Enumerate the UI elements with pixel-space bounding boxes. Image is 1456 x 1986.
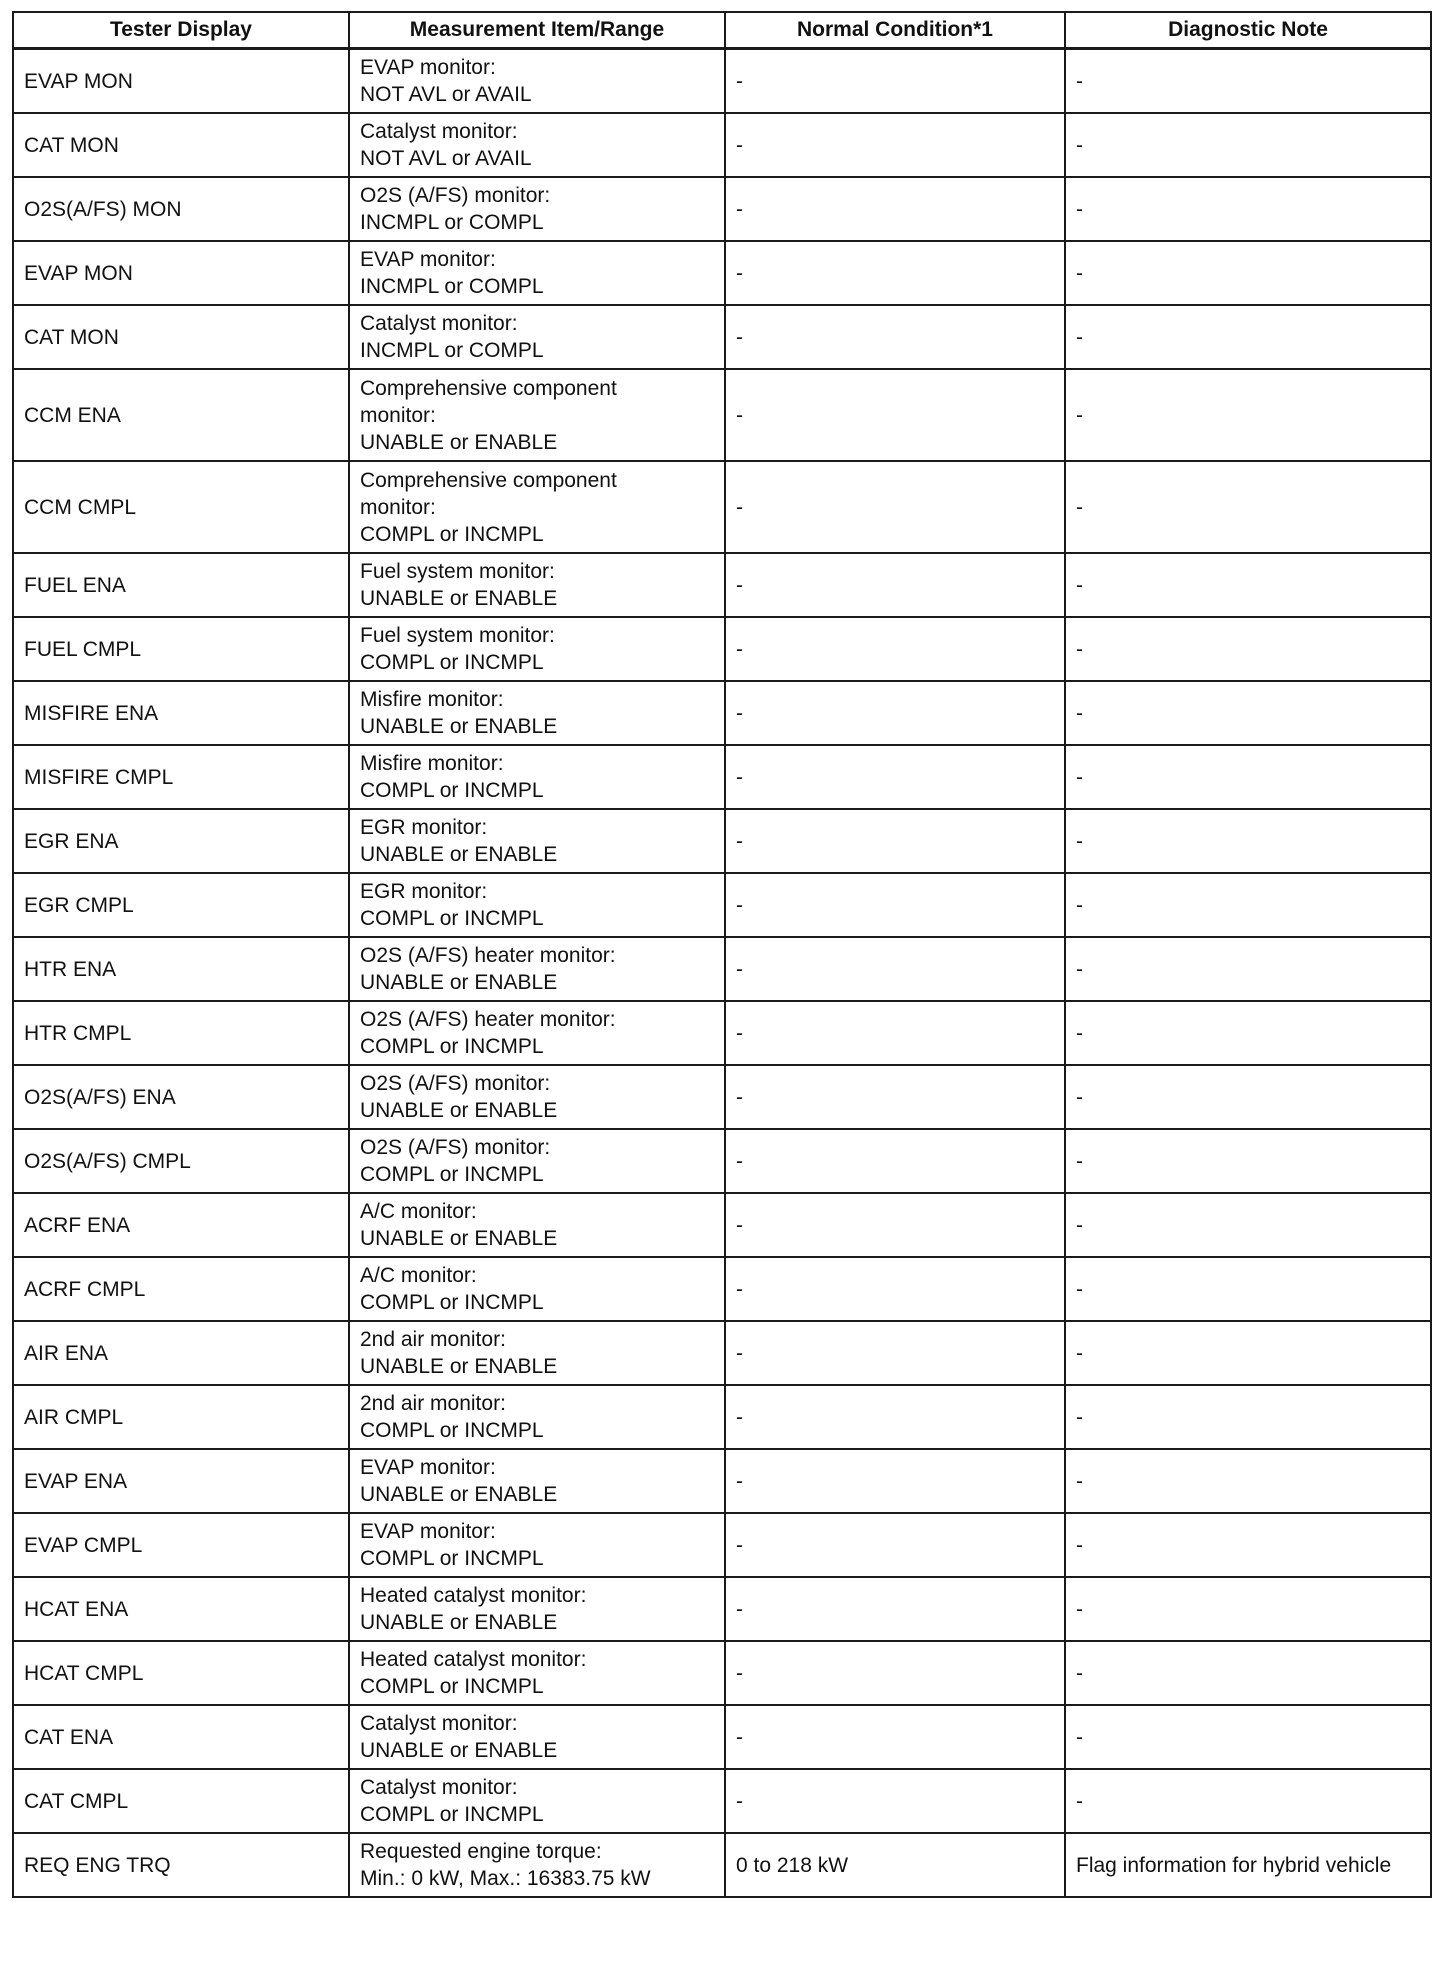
normal-condition-cell: -: [725, 369, 1065, 461]
diagnostic-note-cell: -: [1065, 1449, 1431, 1513]
measurement-range-cell: [349, 1321, 725, 1385]
header-row: [13, 12, 1431, 49]
measurement-range-cell: [349, 873, 725, 937]
tester-display-cell: ACRF ENA: [13, 1193, 349, 1257]
measurement-range-line: COMPL or INCMPL: [360, 1419, 544, 1442]
table-row: [13, 1449, 1431, 1513]
measurement-range-line: COMPL or INCMPL: [360, 1035, 544, 1058]
diagnostic-note-cell: -: [1065, 1257, 1431, 1321]
measurement-range-line: O2S (A/FS) heater monitor:: [360, 944, 616, 967]
measurement-range-line: EGR monitor:: [360, 816, 488, 839]
table-row: [13, 873, 1431, 937]
measurement-range-line: UNABLE or ENABLE: [360, 843, 558, 866]
table-row: [13, 1769, 1431, 1833]
measurement-range-line: COMPL or INCMPL: [360, 779, 544, 802]
measurement-range-cell: [349, 809, 725, 873]
diagnostic-note-cell: -: [1065, 49, 1431, 114]
normal-condition-cell: -: [725, 461, 1065, 553]
diagnostic-note-cell: -: [1065, 1001, 1431, 1065]
tester-display-cell: EVAP ENA: [13, 1449, 349, 1513]
table-row: [13, 1257, 1431, 1321]
tester-display-cell: HCAT ENA: [13, 1577, 349, 1641]
normal-condition-cell: 0 to 218 kW: [725, 1833, 1065, 1897]
measurement-range-line: Misfire monitor:: [360, 752, 504, 775]
measurement-range-cell: [349, 1065, 725, 1129]
measurement-range-line: Catalyst monitor:: [360, 312, 518, 335]
measurement-range-line: UNABLE or ENABLE: [360, 1099, 558, 1122]
table-row: [13, 681, 1431, 745]
diagnostic-note-cell: -: [1065, 809, 1431, 873]
measurement-range-line: monitor:: [360, 495, 436, 519]
measurement-range-line: UNABLE or ENABLE: [360, 1227, 558, 1250]
measurement-range-cell: [349, 937, 725, 1001]
normal-condition-cell: -: [725, 1385, 1065, 1449]
normal-condition-cell: -: [725, 241, 1065, 305]
diagnostic-note-cell: -: [1065, 1193, 1431, 1257]
table-row: [13, 461, 1431, 553]
table-row: [13, 937, 1431, 1001]
measurement-range-line: O2S (A/FS) monitor:: [360, 184, 551, 207]
tester-display-cell: O2S(A/FS) MON: [13, 177, 349, 241]
measurement-range-line: UNABLE or ENABLE: [360, 1483, 558, 1506]
normal-condition-cell: -: [725, 177, 1065, 241]
tester-display-cell: ACRF CMPL: [13, 1257, 349, 1321]
tester-display-cell: FUEL ENA: [13, 553, 349, 617]
measurement-range-line: O2S (A/FS) monitor:: [360, 1136, 551, 1159]
measurement-range-cell: [349, 49, 725, 114]
tester-display-cell: CAT MON: [13, 113, 349, 177]
measurement-range-line: UNABLE or ENABLE: [360, 1611, 558, 1634]
table-row: [13, 1321, 1431, 1385]
normal-condition-cell: -: [725, 1001, 1065, 1065]
table-row: [13, 305, 1431, 369]
diagnostic-note-cell: -: [1065, 1641, 1431, 1705]
measurement-range-cell: [349, 745, 725, 809]
table-row: [13, 1833, 1431, 1897]
measurement-range-line: NOT AVL or AVAIL: [360, 83, 532, 106]
measurement-range-line: Requested engine torque:: [360, 1840, 602, 1863]
normal-condition-cell: -: [725, 617, 1065, 681]
measurement-range-cell: [349, 241, 725, 305]
measurement-range-line: Misfire monitor:: [360, 688, 504, 711]
measurement-range-line: INCMPL or COMPL: [360, 275, 544, 298]
measurement-range-cell: [349, 305, 725, 369]
measurement-range-line: COMPL or INCMPL: [360, 1291, 544, 1314]
diagnostic-note-cell: -: [1065, 1065, 1431, 1129]
measurement-range-cell: [349, 113, 725, 177]
measurement-range-line: UNABLE or ENABLE: [360, 715, 558, 738]
measurement-range-cell: [349, 1769, 725, 1833]
normal-condition-cell: -: [725, 1129, 1065, 1193]
measurement-range-cell: [349, 617, 725, 681]
measurement-range-line: monitor:: [360, 403, 436, 427]
measurement-range-line: COMPL or INCMPL: [360, 907, 544, 930]
measurement-range-cell: [349, 369, 725, 461]
tester-display-cell: AIR ENA: [13, 1321, 349, 1385]
table-row: [13, 1129, 1431, 1193]
table-body: [13, 49, 1431, 1898]
measurement-range-line: EVAP monitor:: [360, 248, 496, 271]
tester-display-cell: CAT CMPL: [13, 1769, 349, 1833]
measurement-range-line: Min.: 0 kW, Max.: 16383.75 kW: [360, 1867, 651, 1890]
table-row: [13, 1513, 1431, 1577]
tester-display-cell: CAT ENA: [13, 1705, 349, 1769]
normal-condition-cell: -: [725, 1577, 1065, 1641]
table-row: [13, 1385, 1431, 1449]
diagnostic-note-cell: -: [1065, 1129, 1431, 1193]
tester-display-cell: HTR CMPL: [13, 1001, 349, 1065]
measurement-range-line: EGR monitor:: [360, 880, 488, 903]
measurement-range-line: COMPL or INCMPL: [360, 1163, 544, 1186]
header-normal-condition: Normal Condition*1: [725, 12, 1065, 49]
measurement-range-line: UNABLE or ENABLE: [360, 1355, 558, 1378]
tester-display-cell: AIR CMPL: [13, 1385, 349, 1449]
header-diagnostic-note: Diagnostic Note: [1065, 12, 1431, 49]
data-list-table: [12, 11, 1432, 1898]
header-measurement-item-range: Measurement Item/Range: [349, 12, 725, 49]
measurement-range-cell: [349, 1833, 725, 1897]
tester-display-cell: MISFIRE CMPL: [13, 745, 349, 809]
normal-condition-cell: -: [725, 745, 1065, 809]
diagnostic-note-cell: -: [1065, 177, 1431, 241]
normal-condition-cell: -: [725, 1513, 1065, 1577]
normal-condition-cell: -: [725, 1193, 1065, 1257]
measurement-range-line: INCMPL or COMPL: [360, 211, 544, 234]
measurement-range-cell: [349, 553, 725, 617]
diagnostic-note-cell: -: [1065, 617, 1431, 681]
measurement-range-line: Fuel system monitor:: [360, 624, 555, 647]
diagnostic-note-cell: -: [1065, 241, 1431, 305]
measurement-range-line: Comprehensive component: [360, 468, 617, 492]
measurement-range-line: COMPL or INCMPL: [360, 1675, 544, 1698]
measurement-range-cell: [349, 1001, 725, 1065]
diagnostic-note-cell: -: [1065, 113, 1431, 177]
normal-condition-cell: -: [725, 113, 1065, 177]
measurement-range-line: COMPL or INCMPL: [360, 522, 544, 546]
measurement-range-line: Catalyst monitor:: [360, 120, 518, 143]
measurement-range-line: 2nd air monitor:: [360, 1328, 506, 1351]
measurement-range-cell: [349, 461, 725, 553]
table-row: [13, 369, 1431, 461]
normal-condition-cell: -: [725, 49, 1065, 114]
table-row: [13, 745, 1431, 809]
table-row: [13, 1193, 1431, 1257]
tester-display-cell: EGR CMPL: [13, 873, 349, 937]
normal-condition-cell: -: [725, 305, 1065, 369]
measurement-range-line: EVAP monitor:: [360, 1456, 496, 1479]
measurement-range-cell: [349, 1129, 725, 1193]
diagnostic-note-cell: -: [1065, 937, 1431, 1001]
measurement-range-line: A/C monitor:: [360, 1200, 477, 1223]
measurement-range-line: O2S (A/FS) monitor:: [360, 1072, 551, 1095]
measurement-range-line: UNABLE or ENABLE: [360, 971, 558, 994]
normal-condition-cell: -: [725, 1065, 1065, 1129]
tester-display-cell: REQ ENG TRQ: [13, 1833, 349, 1897]
measurement-range-cell: [349, 177, 725, 241]
measurement-range-line: Heated catalyst monitor:: [360, 1648, 587, 1671]
measurement-range-cell: [349, 1257, 725, 1321]
measurement-range-cell: [349, 1385, 725, 1449]
measurement-range-line: O2S (A/FS) heater monitor:: [360, 1008, 616, 1031]
measurement-range-line: EVAP monitor:: [360, 1520, 496, 1543]
diagnostic-note-cell: -: [1065, 1321, 1431, 1385]
normal-condition-cell: -: [725, 1321, 1065, 1385]
diagnostic-note-cell: Flag information for hybrid vehicle: [1065, 1833, 1431, 1897]
tester-display-cell: FUEL CMPL: [13, 617, 349, 681]
tester-display-cell: EVAP MON: [13, 49, 349, 114]
measurement-range-cell: [349, 1513, 725, 1577]
measurement-range-line: Catalyst monitor:: [360, 1712, 518, 1735]
diagnostic-note-cell: -: [1065, 1577, 1431, 1641]
measurement-range-cell: [349, 1577, 725, 1641]
tester-display-cell: O2S(A/FS) ENA: [13, 1065, 349, 1129]
diagnostic-note-cell: -: [1065, 745, 1431, 809]
normal-condition-cell: -: [725, 1641, 1065, 1705]
normal-condition-cell: -: [725, 1769, 1065, 1833]
tester-display-cell: HCAT CMPL: [13, 1641, 349, 1705]
measurement-range-line: Comprehensive component: [360, 376, 617, 400]
measurement-range-line: COMPL or INCMPL: [360, 1547, 544, 1570]
table-row: [13, 617, 1431, 681]
diagnostic-note-cell: -: [1065, 369, 1431, 461]
normal-condition-cell: -: [725, 1449, 1065, 1513]
table-row: [13, 809, 1431, 873]
table-header: [13, 12, 1431, 49]
diagnostic-note-cell: -: [1065, 873, 1431, 937]
measurement-range-line: UNABLE or ENABLE: [360, 1739, 558, 1762]
measurement-range-line: EVAP monitor:: [360, 56, 496, 79]
measurement-range-cell: [349, 1193, 725, 1257]
diagnostic-note-cell: -: [1065, 681, 1431, 745]
diagnostic-note-cell: -: [1065, 305, 1431, 369]
measurement-range-line: UNABLE or ENABLE: [360, 430, 558, 454]
normal-condition-cell: -: [725, 553, 1065, 617]
normal-condition-cell: -: [725, 937, 1065, 1001]
tester-display-cell: MISFIRE ENA: [13, 681, 349, 745]
measurement-range-line: COMPL or INCMPL: [360, 651, 544, 674]
table-row: [13, 177, 1431, 241]
measurement-range-cell: [349, 1641, 725, 1705]
table-row: [13, 241, 1431, 305]
table-row: [13, 1065, 1431, 1129]
tester-display-cell: EVAP CMPL: [13, 1513, 349, 1577]
tester-display-cell: CCM CMPL: [13, 461, 349, 553]
measurement-range-line: COMPL or INCMPL: [360, 1803, 544, 1826]
measurement-range-line: Catalyst monitor:: [360, 1776, 518, 1799]
table-row: [13, 1641, 1431, 1705]
data-list-table-container: [12, 11, 1430, 1898]
normal-condition-cell: -: [725, 681, 1065, 745]
diagnostic-note-cell: -: [1065, 1513, 1431, 1577]
normal-condition-cell: -: [725, 873, 1065, 937]
tester-display-cell: O2S(A/FS) CMPL: [13, 1129, 349, 1193]
tester-display-cell: HTR ENA: [13, 937, 349, 1001]
header-tester-display: Tester Display: [13, 12, 349, 49]
tester-display-cell: CCM ENA: [13, 369, 349, 461]
tester-display-cell: EGR ENA: [13, 809, 349, 873]
table-row: [13, 553, 1431, 617]
diagnostic-note-cell: -: [1065, 1385, 1431, 1449]
table-row: [13, 49, 1431, 114]
table-row: [13, 1705, 1431, 1769]
table-row: [13, 113, 1431, 177]
diagnostic-note-cell: -: [1065, 1769, 1431, 1833]
measurement-range-line: A/C monitor:: [360, 1264, 477, 1287]
normal-condition-cell: -: [725, 1705, 1065, 1769]
table-row: [13, 1001, 1431, 1065]
measurement-range-cell: [349, 681, 725, 745]
measurement-range-cell: [349, 1449, 725, 1513]
measurement-range-line: UNABLE or ENABLE: [360, 587, 558, 610]
tester-display-cell: EVAP MON: [13, 241, 349, 305]
measurement-range-line: Fuel system monitor:: [360, 560, 555, 583]
measurement-range-line: Heated catalyst monitor:: [360, 1584, 587, 1607]
normal-condition-cell: -: [725, 1257, 1065, 1321]
diagnostic-note-cell: -: [1065, 1705, 1431, 1769]
diagnostic-note-cell: -: [1065, 553, 1431, 617]
diagnostic-note-cell: -: [1065, 461, 1431, 553]
normal-condition-cell: -: [725, 809, 1065, 873]
measurement-range-cell: [349, 1705, 725, 1769]
table-row: [13, 1577, 1431, 1641]
measurement-range-line: NOT AVL or AVAIL: [360, 147, 532, 170]
measurement-range-line: 2nd air monitor:: [360, 1392, 506, 1415]
measurement-range-line: INCMPL or COMPL: [360, 339, 544, 362]
tester-display-cell: CAT MON: [13, 305, 349, 369]
